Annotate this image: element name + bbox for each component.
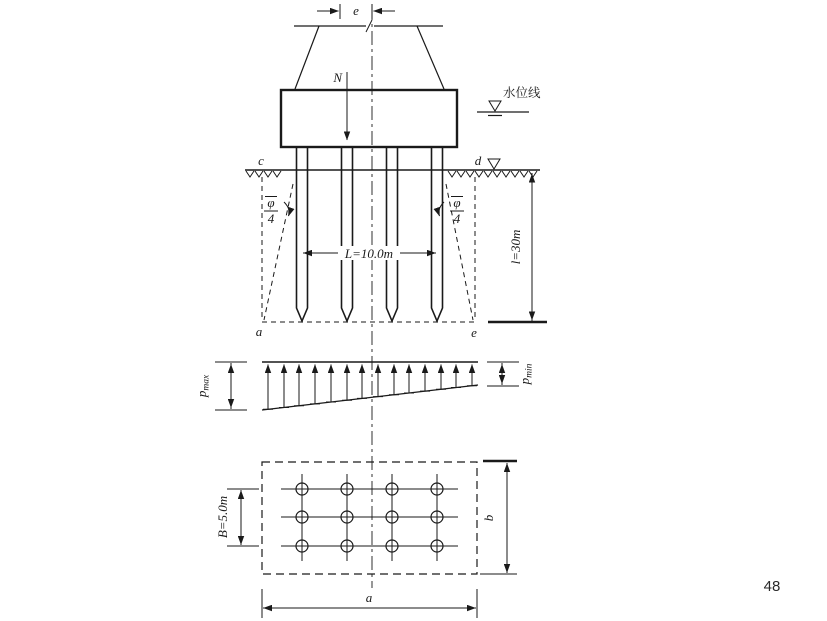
plan-length-dimension bbox=[262, 589, 477, 618]
plan-boundary bbox=[262, 462, 477, 574]
plan-length-dim-label: a bbox=[365, 590, 373, 605]
spread-angle-numerator: φ bbox=[453, 195, 461, 210]
water-level-label: 水位线 bbox=[503, 85, 541, 100]
dim-ticks bbox=[227, 489, 259, 546]
pile-cap bbox=[281, 90, 457, 147]
base-point-a-label: a bbox=[255, 324, 263, 339]
pressure-diagram bbox=[194, 362, 535, 410]
spread-angle-denominator: 4 bbox=[267, 211, 275, 226]
pressure-max-label: pmax bbox=[194, 374, 212, 398]
row-spacing-dimension bbox=[215, 489, 259, 546]
spread-angle-denominator: 4 bbox=[453, 211, 461, 226]
ground-surface bbox=[245, 153, 540, 177]
pile-4 bbox=[432, 147, 443, 321]
piles-elevation bbox=[297, 147, 443, 321]
load-arrow bbox=[332, 70, 347, 140]
pressure-arrows bbox=[268, 365, 472, 410]
pier-left-slant bbox=[295, 26, 319, 89]
pier-right-slant bbox=[417, 26, 444, 89]
ground-level-triangle-icon bbox=[488, 159, 500, 169]
ground-point-c-label: c bbox=[258, 153, 264, 168]
pressure-min-label: pmin bbox=[517, 363, 535, 385]
base-point-e-label: e bbox=[471, 325, 477, 340]
pile-1 bbox=[297, 147, 308, 321]
pressure-max-dimension bbox=[194, 362, 247, 410]
pressure-min-dimension bbox=[487, 362, 535, 386]
plan-view bbox=[215, 461, 517, 618]
ground-point-d-label: d bbox=[474, 153, 482, 168]
pier bbox=[294, 20, 444, 89]
water-level-symbol bbox=[477, 85, 541, 116]
pressure-slope-line bbox=[262, 385, 478, 410]
plan-width-dimension bbox=[480, 461, 517, 574]
eccentricity-dimension bbox=[317, 3, 395, 19]
spread-angle-numerator: φ bbox=[267, 195, 275, 210]
break-symbol bbox=[366, 20, 372, 32]
pile-2 bbox=[342, 147, 353, 321]
plan-width-dim-label: b bbox=[481, 514, 496, 522]
row-spacing-dim-label: B=5.0m bbox=[215, 495, 230, 539]
pile-span-dim-label: L=10.0m bbox=[344, 246, 394, 261]
pile-3 bbox=[387, 147, 398, 321]
water-level-triangle-icon bbox=[489, 101, 501, 111]
eccentricity-label: e bbox=[353, 3, 359, 18]
depth-dimension bbox=[488, 173, 547, 322]
dim-ticks bbox=[487, 362, 519, 386]
load-label: N bbox=[333, 70, 342, 85]
ground-hatch-right bbox=[448, 171, 537, 177]
page-number: 48 bbox=[763, 578, 781, 595]
ground-hatch-left bbox=[246, 171, 281, 177]
depth-dim-label: l=30m bbox=[508, 229, 523, 265]
pile-span-dimension bbox=[303, 246, 436, 261]
